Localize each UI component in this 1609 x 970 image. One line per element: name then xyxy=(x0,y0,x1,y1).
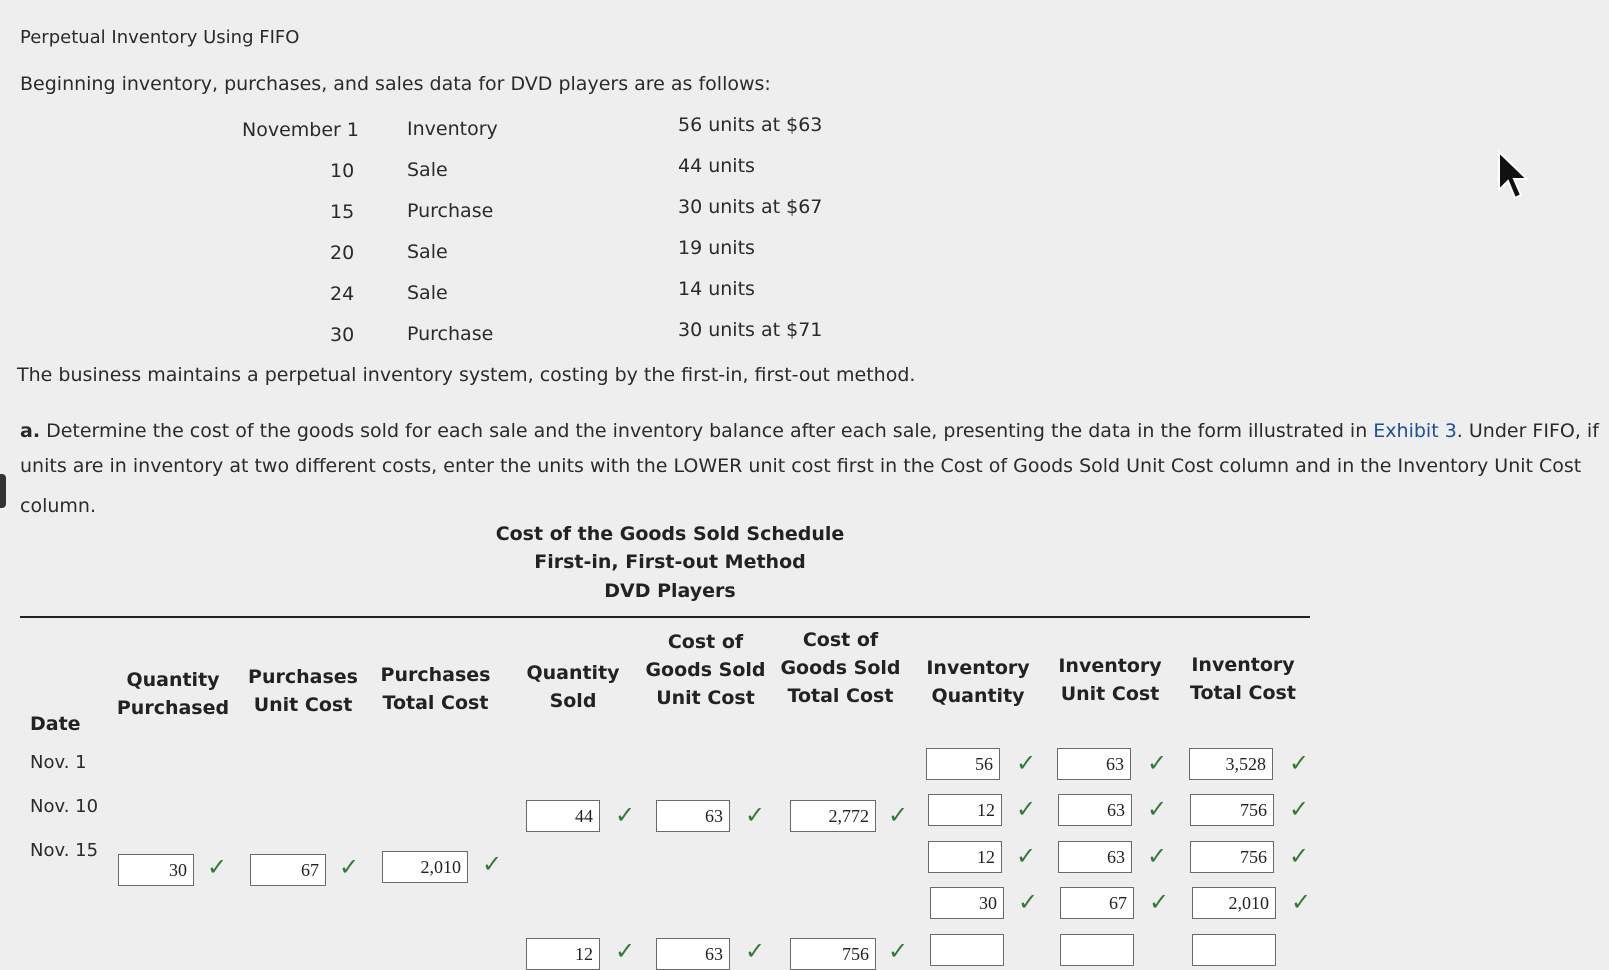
transaction-date: 20 xyxy=(330,242,355,264)
header-inventory-unit-cost: Inventory Unit Cost xyxy=(1058,655,1162,705)
check-icon: ✓ xyxy=(745,801,766,829)
nov1-inventory-unit-cost-input[interactable]: 63 xyxy=(1057,748,1131,780)
header-quantity-purchased: Quantity Purchased xyxy=(116,669,230,719)
schedule-title: Cost of the Goods Sold Schedule xyxy=(495,523,845,545)
nov15-purchases-unit-cost-input[interactable]: 67 xyxy=(250,854,326,886)
row-label-nov-10: Nov. 10 xyxy=(30,796,99,817)
header-cogs-unit-cost: Cost of Goods Sold Unit Cost xyxy=(645,631,766,709)
schedule-divider xyxy=(20,616,1310,618)
nov15-inventory-quantity-input-b[interactable]: 30 xyxy=(930,887,1004,919)
intro-text: Beginning inventory, purchases, and sales data for DVD players are as follows: xyxy=(20,73,771,95)
row-label-nov-1: Nov. 1 xyxy=(30,752,87,773)
nov10-quantity-sold-input[interactable]: 44 xyxy=(526,800,600,832)
check-icon: ✓ xyxy=(1149,888,1170,916)
schedule-product: DVD Players xyxy=(604,580,736,602)
check-icon: ✓ xyxy=(1289,795,1310,823)
nov1-inventory-quantity-input[interactable]: 56 xyxy=(926,748,1000,780)
nov15-inventory-total-cost-input-b[interactable]: 2,010 xyxy=(1192,887,1276,919)
check-icon: ✓ xyxy=(482,850,503,878)
nov10-inventory-total-cost-input[interactable]: 756 xyxy=(1190,794,1274,826)
check-icon: ✓ xyxy=(1016,749,1037,777)
transaction-type: Purchase xyxy=(407,200,494,222)
header-quantity-sold: Quantity Sold xyxy=(526,662,620,712)
nov10-inventory-unit-cost-input[interactable]: 63 xyxy=(1058,794,1132,826)
check-icon: ✓ xyxy=(1147,749,1168,777)
nov15-quantity-purchased-input[interactable]: 30 xyxy=(118,854,194,886)
check-icon: ✓ xyxy=(615,801,636,829)
nov20-inventory-quantity-input[interactable] xyxy=(930,934,1004,966)
instruction-text-2: . Under FIFO, if xyxy=(1456,420,1599,442)
mouse-pointer-icon xyxy=(1497,150,1531,206)
nov20-inventory-unit-cost-input[interactable] xyxy=(1060,934,1134,966)
check-icon: ✓ xyxy=(1291,888,1312,916)
part-label: a. xyxy=(20,420,41,442)
check-icon: ✓ xyxy=(888,801,909,829)
nov15-inventory-total-cost-input-a[interactable]: 756 xyxy=(1190,841,1274,873)
instruction-line-2: units are in inventory at two different costs, enter the units with the LOWER unit cost first in the Cost of Goods Sold Unit Cost column and in the Inventory Unit Cost xyxy=(20,455,1582,477)
check-icon: ✓ xyxy=(1018,888,1039,916)
check-icon: ✓ xyxy=(1147,842,1168,870)
header-purchases-unit-cost: Purchases Unit Cost xyxy=(248,666,358,716)
row-label-nov-15: Nov. 15 xyxy=(30,840,99,861)
scroll-edge-indicator xyxy=(0,474,6,508)
check-icon: ✓ xyxy=(1016,842,1037,870)
check-icon: ✓ xyxy=(1147,795,1168,823)
transaction-type: Sale xyxy=(407,159,448,181)
nov20-cogs-total-cost-input[interactable]: 756 xyxy=(790,938,876,970)
instruction-line-1 xyxy=(20,420,1599,442)
check-icon: ✓ xyxy=(339,853,360,881)
nov15-inventory-unit-cost-input-a[interactable]: 63 xyxy=(1058,841,1132,873)
transaction-detail: 30 units at $71 xyxy=(678,319,823,341)
transaction-type: Sale xyxy=(407,282,448,304)
nov15-inventory-quantity-input-a[interactable]: 12 xyxy=(928,841,1002,873)
transaction-detail: 44 units xyxy=(678,155,755,177)
transaction-type: Inventory xyxy=(407,118,498,140)
check-icon: ✓ xyxy=(745,937,766,965)
transaction-date: 15 xyxy=(330,201,355,223)
nov10-cogs-total-cost-input[interactable]: 2,772 xyxy=(790,800,876,832)
nov15-purchases-total-cost-input[interactable]: 2,010 xyxy=(382,851,468,883)
transaction-type: Sale xyxy=(407,241,448,263)
header-cogs-total-cost: Cost of Goods Sold Total Cost xyxy=(780,629,901,707)
instruction-text: Determine the cost of the goods sold for each sale and the inventory balance after each sale, presenting the data in the form illustrated in xyxy=(46,420,1374,442)
nov10-cogs-unit-cost-input[interactable]: 63 xyxy=(656,800,730,832)
transaction-detail: 14 units xyxy=(678,278,755,300)
check-icon: ✓ xyxy=(207,853,228,881)
header-date: Date xyxy=(30,713,81,735)
check-icon: ✓ xyxy=(1289,842,1310,870)
nov15-inventory-unit-cost-input-b[interactable]: 67 xyxy=(1060,887,1134,919)
header-inventory-quantity: Inventory Quantity xyxy=(926,657,1030,707)
transaction-date: November 1 xyxy=(242,119,359,141)
nov20-quantity-sold-input[interactable]: 12 xyxy=(526,938,600,970)
transaction-detail: 56 units at $63 xyxy=(678,114,823,136)
transaction-date: 30 xyxy=(330,324,355,346)
check-icon: ✓ xyxy=(1016,795,1037,823)
check-icon: ✓ xyxy=(888,937,909,965)
transaction-detail: 19 units xyxy=(678,237,755,259)
transaction-type: Purchase xyxy=(407,323,494,345)
transaction-date: 10 xyxy=(330,160,355,182)
transaction-detail: 30 units at $67 xyxy=(678,196,823,218)
nov20-inventory-total-cost-input[interactable] xyxy=(1192,934,1276,966)
nov20-cogs-unit-cost-input[interactable]: 63 xyxy=(656,938,730,970)
check-icon: ✓ xyxy=(1289,749,1310,777)
system-note: The business maintains a perpetual inventory system, costing by the first-in, first-out method. xyxy=(17,364,916,386)
check-icon: ✓ xyxy=(615,937,636,965)
schedule-method: First-in, First-out Method xyxy=(534,551,806,573)
exhibit-link[interactable]: Exhibit 3 xyxy=(1373,420,1457,442)
nov1-inventory-total-cost-input[interactable]: 3,528 xyxy=(1189,748,1273,780)
page-title: Perpetual Inventory Using FIFO xyxy=(20,27,300,48)
instruction-line-3: column. xyxy=(20,495,96,517)
header-inventory-total-cost: Inventory Total Cost xyxy=(1190,654,1296,704)
header-purchases-total-cost: Purchases Total Cost xyxy=(380,664,491,714)
nov10-inventory-quantity-input[interactable]: 12 xyxy=(928,794,1002,826)
transaction-date: 24 xyxy=(330,283,355,305)
